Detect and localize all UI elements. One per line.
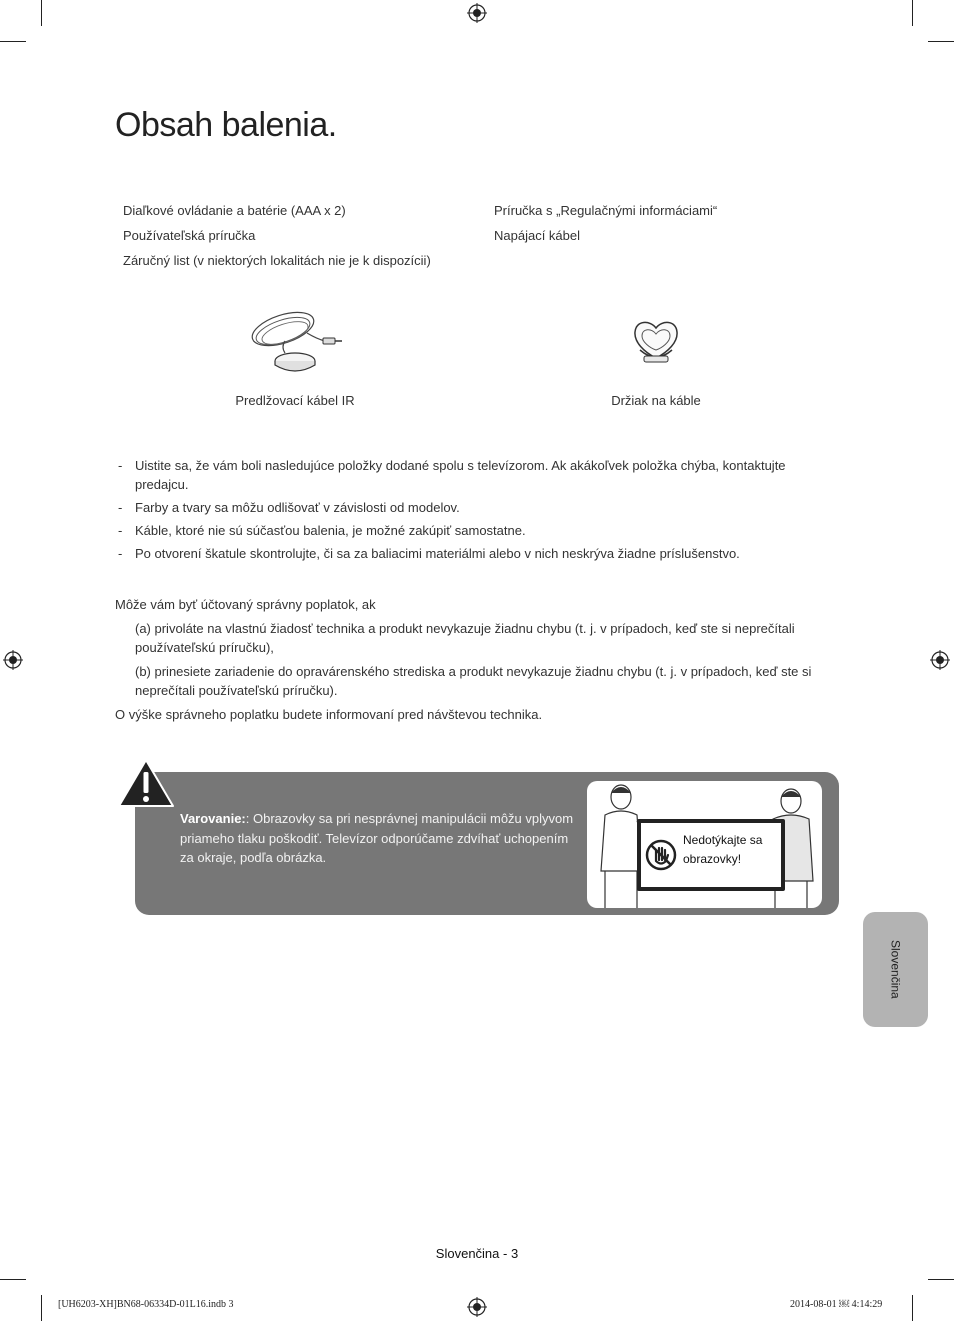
fee-item: (b) prinesiete zariadenie do opravárenského strediska a produkt nevykazuje žiadnu chybu (t. j. v prípadoch, keď ste si neprečítali používateľskú príručku). — [135, 664, 812, 698]
fee-section — [115, 595, 815, 729]
crop-mark — [41, 0, 42, 26]
list-item: - Káble, ktoré nie sú súčasťou balenia, je možné zakúpiť samostatne. — [115, 521, 815, 540]
list-item: - Po otvorení škatule skontrolujte, či sa za baliacimi materiálmi alebo v nich neskrýva žiadne príslušenstvo. — [115, 544, 815, 563]
registration-mark-icon — [930, 650, 950, 670]
registration-mark-icon — [467, 3, 487, 23]
crop-mark — [928, 41, 954, 42]
tv-handling-illustration — [587, 781, 822, 908]
fee-item: (a) privoláte na vlastnú žiadosť technika a produkt nevykazuje žiadnu chybu (t. j. v prípadoch, keď ste si neprečítali používateľskú príručku), — [135, 621, 795, 655]
crop-mark — [41, 1295, 42, 1321]
warning-label: Varovanie: — [180, 811, 246, 826]
tv-screen — [637, 819, 785, 891]
warning-body: : Obrazovky sa pri nesprávnej manipulácii môžu vplyvom priameho tlaku poškodiť. Televízor odporúčame zdvíhať uchopením za okraje, podľa obrázka. — [180, 811, 574, 865]
page-title: Obsah balenia. — [115, 106, 337, 144]
crop-mark — [928, 1279, 954, 1280]
ir-extension-cable-icon — [245, 303, 345, 375]
language-tab — [863, 912, 928, 1027]
language-tab-label: Slovenčina — [888, 940, 903, 999]
package-item: Používateľská príručka — [123, 228, 256, 243]
cable-holder-icon — [630, 318, 682, 364]
warning-icon — [117, 758, 175, 808]
list-item: - Uistite sa, že vám boli nasledujúce položky dodané spolu s televízorom. Ak akákoľvek položka chýba, kontaktujte predajcu. — [115, 456, 815, 494]
package-item: Záručný list (v niektorých lokalitách nie je k dispozícii) — [123, 253, 431, 268]
fee-outro: O výške správneho poplatku budete informovaní pred návštevou technika. — [115, 707, 543, 722]
registration-mark-icon — [3, 650, 23, 670]
fee-intro: Môže vám byť účtovaný správny poplatok, ak — [115, 597, 376, 612]
page-number: Slovenčina - 3 — [435, 1246, 519, 1261]
registration-mark-icon — [467, 1297, 487, 1317]
accessory-label: Držiak na káble — [611, 393, 701, 408]
crop-mark — [912, 0, 913, 26]
package-item: Diaľkové ovládanie a batérie (AAA x 2) — [123, 203, 346, 218]
warning-text — [180, 809, 575, 868]
crop-mark — [912, 1295, 913, 1321]
notes-list — [115, 456, 815, 567]
list-item: - Farby a tvary sa môžu odlišovať v závislosti od modelov. — [115, 498, 815, 517]
no-touch-sign-text: Nedotýkajte sa obrazovky! — [683, 833, 763, 866]
footer-timestamp: 2014-08-01 ￼ 4:14:29 — [790, 1299, 883, 1310]
no-touch-icon — [645, 839, 677, 871]
crop-mark — [0, 1279, 26, 1280]
package-item: Príručka s „Regulačnými informáciami“ — [494, 203, 718, 218]
package-item: Napájací kábel — [494, 228, 580, 243]
footer-file-info: [UH6203-XH]BN68-06334D-01L16.indb 3 — [58, 1299, 234, 1310]
crop-mark — [0, 41, 26, 42]
accessory-label: Predlžovací kábel IR — [235, 393, 355, 408]
